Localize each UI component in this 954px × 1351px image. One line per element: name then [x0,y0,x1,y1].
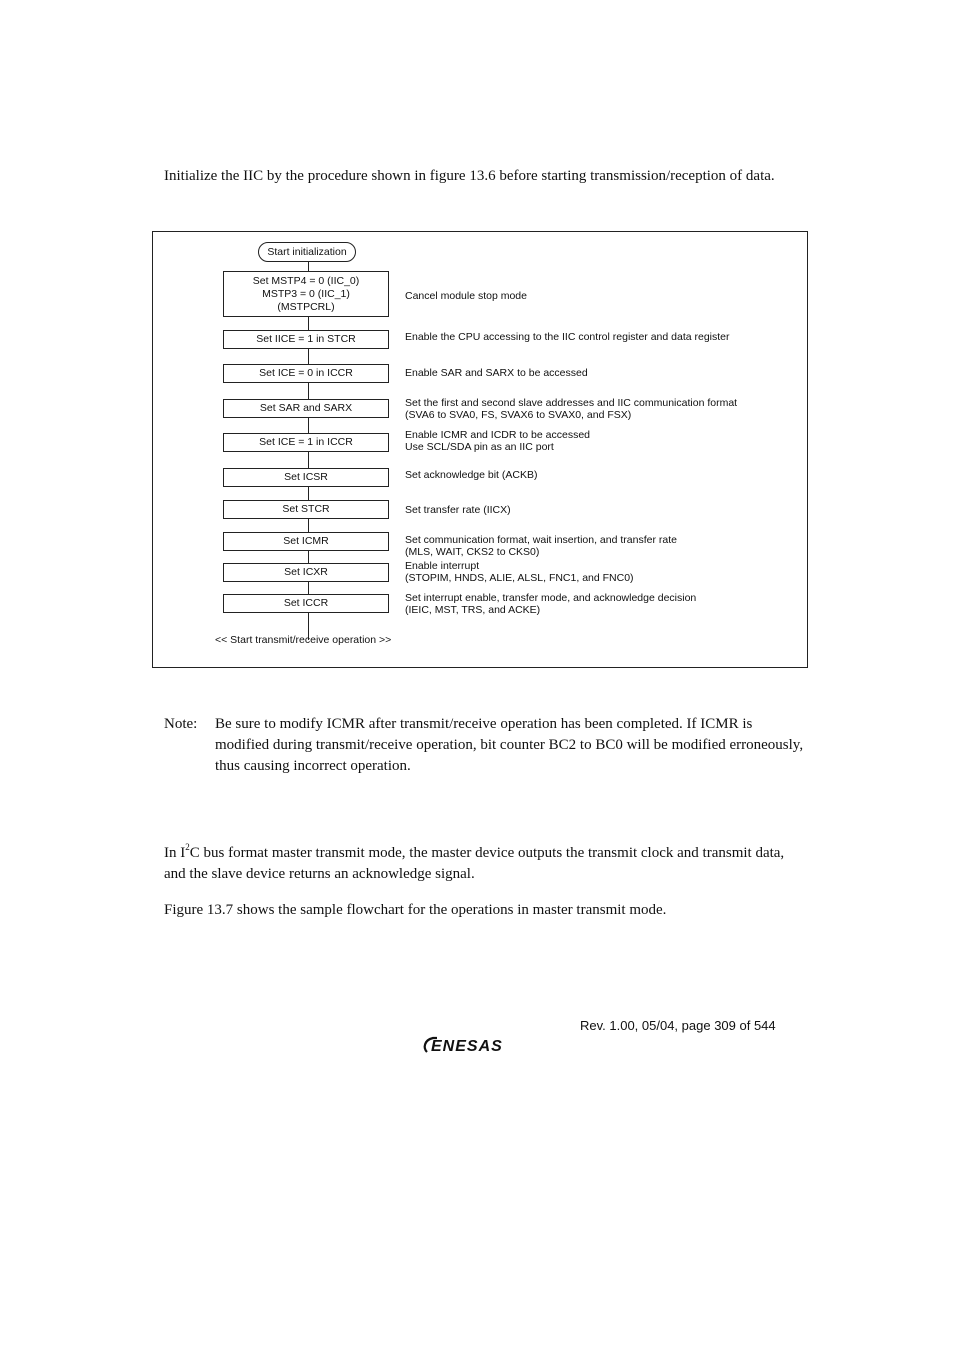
flow-desc-text: Set communication format, wait insertion, and transfer rate [405,534,677,546]
para2-post: C bus format master transmit mode, the master device outputs the transmit clock and transmit data, and the slave device returns an acknowledge signal. [164,845,785,882]
flow-step-desc-9 [405,561,805,584]
flow-step-box-4: Set SAR and SARX [223,399,389,418]
flow-desc-text: Enable interrupt [405,560,480,572]
note-text: Be sure to modify ICMR after transmit/receive operation has been completed. If ICMR is modified during transmit/receive operation, bit counter BC2 to BC0 will be modified erroneously, thus causing incorrect operation. [215,716,804,774]
flow-desc-text: Set the first and second slave addresses and IIC communication format [405,397,738,409]
flow-step-desc-1 [405,291,805,303]
flow-step-desc-2 [405,332,805,344]
flow-step-text: Set MSTP4 = 0 (IIC_0) [252,274,360,287]
flow-desc-text: Set transfer rate (IICX) [405,504,511,516]
flow-desc-text: Enable SAR and SARX to be accessed [405,367,588,379]
renesas-logo [421,1034,543,1061]
svg-text:ENESAS: ENESAS [431,1038,503,1055]
figure-reference-paragraph: Figure 13.7 shows the sample flowchart for the operations in master transmit mode. [164,902,667,918]
para2-sup: 2 [185,842,190,852]
intro-paragraph: Initialize the IIC by the procedure shown in figure 13.6 before starting transmission/reception of data. [164,168,775,184]
flow-desc-text: Enable the CPU accessing to the IIC control register and data register [405,331,730,343]
flow-desc-text: Cancel module stop mode [405,290,527,302]
flow-step-text: (MSTPCRL) [277,300,335,313]
flow-step-desc-8 [405,535,805,558]
flow-step-box-5: Set ICE = 1 in ICCR [223,433,389,452]
flow-step-desc-7 [405,505,805,517]
para2-pre: In I [164,845,186,861]
flow-step-box-8: Set ICMR [223,532,389,551]
flow-end-label: << Start transmit/receive operation >> [215,634,392,646]
flow-desc-text: (SVA6 to SVA0, FS, SVAX6 to SVAX0, and FSX) [405,408,632,421]
note-label: Note: [164,716,198,732]
flow-desc-text: Enable ICMR and ICDR to be accessed [405,429,591,441]
flow-step-desc-10 [405,593,805,616]
flow-desc-text: (IEIC, MST, TRS, and ACKE) [405,603,541,616]
flow-step-text: MSTP3 = 0 (IIC_1) [262,287,350,300]
initialization-flowchart [152,231,808,668]
flow-step-desc-6 [405,470,805,482]
flow-desc-text: Set acknowledge bit (ACKB) [405,469,538,481]
master-transmit-paragraph [164,843,804,885]
flow-step-box-1 [223,271,389,317]
note-block [164,714,804,777]
flow-step-desc-4 [405,398,805,421]
flow-step-box-2: Set IICE = 1 in STCR [223,330,389,349]
flow-start-node: Start initialization [258,242,356,262]
flow-desc-text: (MLS, WAIT, CKS2 to CKS0) [405,545,540,558]
flow-desc-text: (STOPIM, HNDS, ALIE, ALSL, FNC1, and FNC0) [405,571,634,584]
renesas-logo-icon [421,1034,543,1056]
flow-step-box-10: Set ICCR [223,594,389,613]
flow-step-desc-5 [405,430,805,453]
flow-step-box-3: Set ICE = 0 in ICCR [223,364,389,383]
flow-step-desc-3 [405,368,805,380]
flow-desc-text: Set interrupt enable, transfer mode, and acknowledge decision [405,592,697,604]
flow-step-box-7: Set STCR [223,500,389,519]
page-footer-revision: Rev. 1.00, 05/04, page 309 of 544 [580,1018,776,1033]
flow-desc-text: Use SCL/SDA pin as an IIC port [405,440,554,453]
flow-step-box-9: Set ICXR [223,563,389,582]
flow-step-box-6: Set ICSR [223,468,389,487]
